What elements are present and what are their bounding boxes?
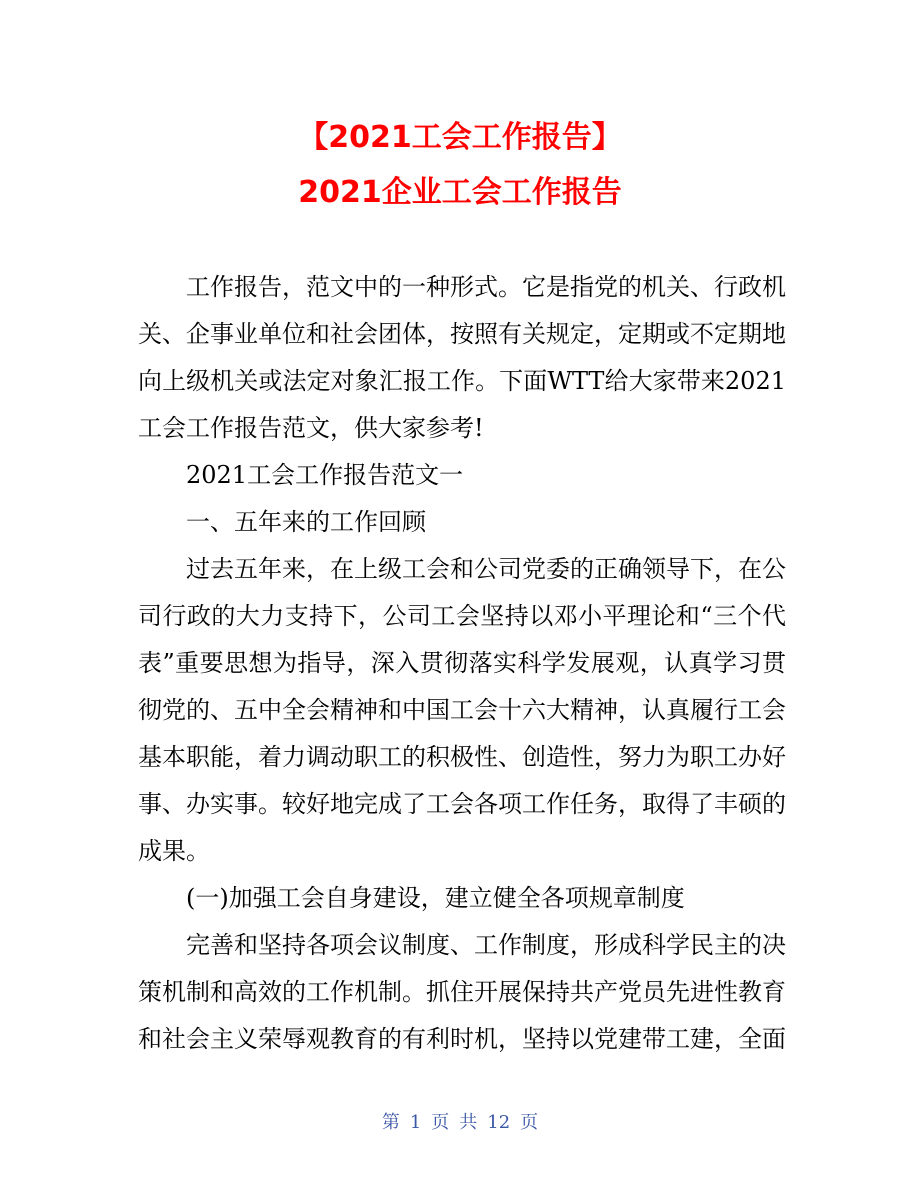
document-body — [138, 264, 786, 1063]
footer-label-total: 共 — [459, 1112, 478, 1133]
document-title-line-1: 【2021工会工作报告】 — [298, 120, 622, 155]
footer-label-end: 页 — [520, 1112, 539, 1133]
footer-total-pages: 12 — [487, 1112, 511, 1133]
page-footer — [0, 1111, 920, 1135]
footer-label-page: 第 — [381, 1112, 400, 1133]
paragraph-subsection-1: 完善和坚持各项会议制度、工作制度，形成科学民主的决策机制和高效的工作机制。抓住开展保持共产党员先进性教育和社会主义荣辱观教育的有利时机，坚持以党建带工建，全面 — [138, 931, 786, 1053]
footer-label-of: 页 — [431, 1112, 450, 1133]
paragraph-review: 过去五年来，在上级工会和公司党委的正确领导下，在公司行政的大力支持下，公司工会坚持以邓小平理论和“三个代表”重要思想为指导，深入贯彻落实科学发展观，认真学习贯彻党的、五中全会精神和中国工会十六大精神，认真履行工会基本职能，着力调动职工的积极性、创造性，努力为职工办好事、办实事。较好地完成了工会各项工作任务，取得了丰硕的成果。 — [138, 555, 786, 865]
section-heading-review: 一、五年来的工作回顾 — [186, 508, 426, 536]
footer-current-page: 1 — [409, 1112, 422, 1133]
subsection-heading-1: (一)加强工会自身建设，建立健全各项规章制度 — [186, 884, 685, 912]
document-title-line-2: 2021企业工会工作报告 — [298, 175, 622, 210]
section-heading-sample-one: 2021工会工作报告范文一 — [186, 461, 464, 489]
paragraph-intro: 工作报告，范文中的一种形式。它是指党的机关、行政机关、企事业单位和社会团体，按照有关规定，定期或不定期地向上级机关或法定对象汇报工作。下面WTT给大家带来2021工会工作报告范文，供大家参考! — [138, 273, 786, 442]
